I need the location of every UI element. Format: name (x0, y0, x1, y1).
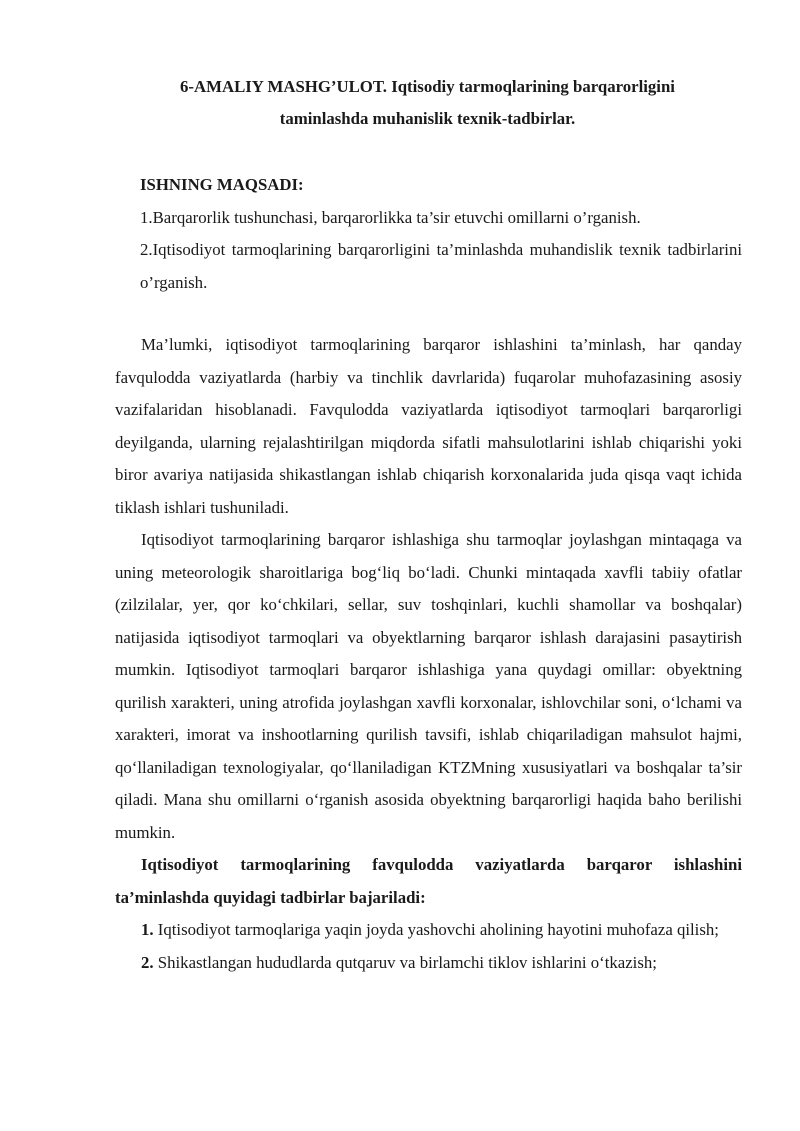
measure-number: 2. (141, 952, 154, 972)
title-line-1: 6-AMALIY MASHG’ULOT. Iqtisodiy tarmoqlarining barqarorligini (180, 77, 675, 96)
goal-item: 2.Iqtisodiyot tarmoqlarining barqarorligini ta’minlashda muhandislik texnik tadbirlarini o’rganish. (140, 240, 742, 292)
title-line-2: taminlashda muhanislik texnik-tadbirlar. (279, 109, 576, 128)
measure-text: Iqtisodiyot tarmoqlariga yaqin joyda yashovchi aholining hayotini muhofaza qilish; (153, 920, 719, 939)
measure-text: Shikastlangan hududlarda qutqaruv va birlamchi tiklov ishlarini o‘tkazish; (153, 952, 657, 972)
measure-item (115, 914, 742, 947)
paragraph: Ma’lumki, iqtisodiyot tarmoqlarining barqaror ishlashini ta’minlash, har qanday favqulodda vaziyatlarda (harbiy va tinchlik davrlarida) fuqarolar muhofazasining asosiy vazifalaridan hisoblanadi. Favqulodda vaziyatlarda iqtisodiyot tarmoqlari barqarorligi deyilganda, ularning rejalashtirilgan miqdorda sifatli mahsulotlarini ishlab chiqarishi yoki biror avariya natijasida shikastlangan ishlab chiqarish korxonalarida juda qisqa vaqt ichida tiklash ishlari tushuniladi. (115, 335, 742, 517)
goal-heading: ISHNING MAQSADI: (140, 175, 304, 194)
measures-intro: Iqtisodiyot tarmoqlarining favqulodda vaziyatlarda barqaror ishlashini ta’minlashda quyidagi tadbirlar bajariladi: (115, 855, 742, 907)
goal-section (140, 169, 742, 299)
page-title (115, 71, 740, 135)
paragraph: Iqtisodiyot tarmoqlarining barqaror ishlashiga shu tarmoqlar joylashgan mintaqaga va uning meteorologik sharoitlariga bog‘liq bo‘ladi. Chunki mintaqada xavfli tabiiy ofatlar (zilzilalar, yer, qor ko‘chkilari, sellar, suv toshqinlari, kuchli shamollar va boshqalar) natijasida iqtisodiyot tarmoqlari va obyektlarning barqaror ishlash darajasini pasaytirish mumkin. Iqtisodiyot tarmoqlari barqaror ishlashiga yana quydagi omillar: obyektning qurilish xarakteri, uning atrofida joylashgan xavfli korxonalar, ishlovchilar soni, o‘lchami va xarakteri, imorat va inshootlarning qurilish tavsifi, ishlab chiqariladigan mahsulot hajmi, qo‘llaniladigan texnologiyalar, qo‘llaniladigan KTZMning xususiyatlari va boshqalar ta’sir qiladi. Mana shu omillarni o‘rganish asosida obyektning barqarorligi haqida baho berilishi mumkin. (115, 530, 742, 842)
measure-item (115, 947, 742, 980)
body-text (115, 329, 742, 979)
measure-number: 1. (141, 920, 154, 939)
goal-item: 1.Barqarorlik tushunchasi, barqarorlikka ta’sir etuvchi omillarni o’rganish. (140, 207, 641, 227)
